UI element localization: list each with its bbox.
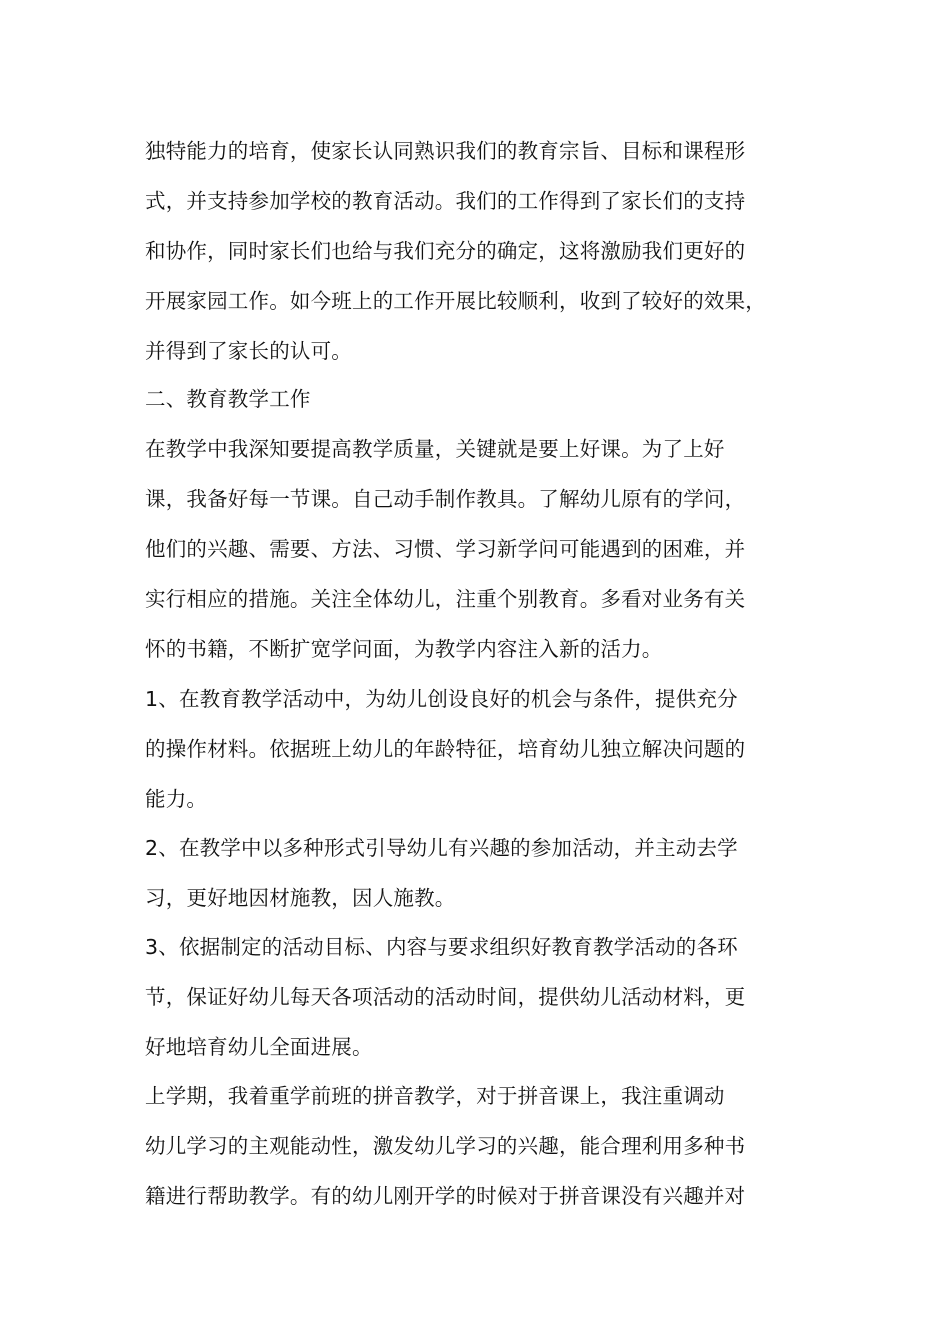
text-line: 节，保证好幼儿每天各项活动的活动时间，提供幼儿活动材料，更 xyxy=(145,985,746,1009)
section-heading: 二、教育教学工作 xyxy=(145,387,311,411)
text-line: 实行相应的措施。关注全体幼儿，注重个别教育。多看对业务有关 xyxy=(145,587,746,611)
text-line: 开展家园工作。如今班上的工作开展比较顺利，收到了较好的效果， xyxy=(145,289,766,313)
list-item-line: 1、在教育教学活动中，为幼儿创设良好的机会与条件，提供充分 xyxy=(145,687,738,711)
text-line: 幼儿学习的主观能动性，激发幼儿学习的兴趣，能合理利用多种书 xyxy=(145,1134,746,1158)
text-line: 好地培育幼儿全面进展。 xyxy=(145,1035,373,1059)
text-line: 和协作，同时家长们也给与我们充分的确定，这将激励我们更好的 xyxy=(145,239,746,263)
text-line: 的操作材料。依据班上幼儿的年龄特征，培育幼儿独立解决问题的 xyxy=(145,737,746,761)
text-line: 能力。 xyxy=(145,787,208,811)
text-line: 习，更好地因材施教，因人施教。 xyxy=(145,886,456,910)
list-item-line: 3、依据制定的活动目标、内容与要求组织好教育教学活动的各环 xyxy=(145,935,738,959)
text-line: 籍进行帮助教学。有的幼儿刚开学的时候对于拼音课没有兴趣并对 xyxy=(145,1184,746,1208)
text-line: 上学期，我着重学前班的拼音教学，对于拼音课上，我注重调动 xyxy=(145,1084,725,1108)
text-line: 怀的书籍，不断扩宽学问面，为教学内容注入新的活力。 xyxy=(145,637,663,661)
text-line: 课，我备好每一节课。自己动手制作教具。了解幼儿原有的学问， xyxy=(145,487,746,511)
text-line: 在教学中我深知要提高教学质量，关键就是要上好课。为了上好 xyxy=(145,437,725,461)
list-item-line: 2、在教学中以多种形式引导幼儿有兴趣的参加活动，并主动去学 xyxy=(145,836,738,860)
text-line: 式，并支持参加学校的教育活动。我们的工作得到了家长们的支持 xyxy=(145,189,746,213)
text-line: 他们的兴趣、需要、方法、习惯、学习新学问可能遇到的困难，并 xyxy=(145,537,746,561)
text-line: 并得到了家长的认可。 xyxy=(145,339,352,363)
text-line: 独特能力的培育，使家长认同熟识我们的教育宗旨、目标和课程形 xyxy=(145,139,746,163)
